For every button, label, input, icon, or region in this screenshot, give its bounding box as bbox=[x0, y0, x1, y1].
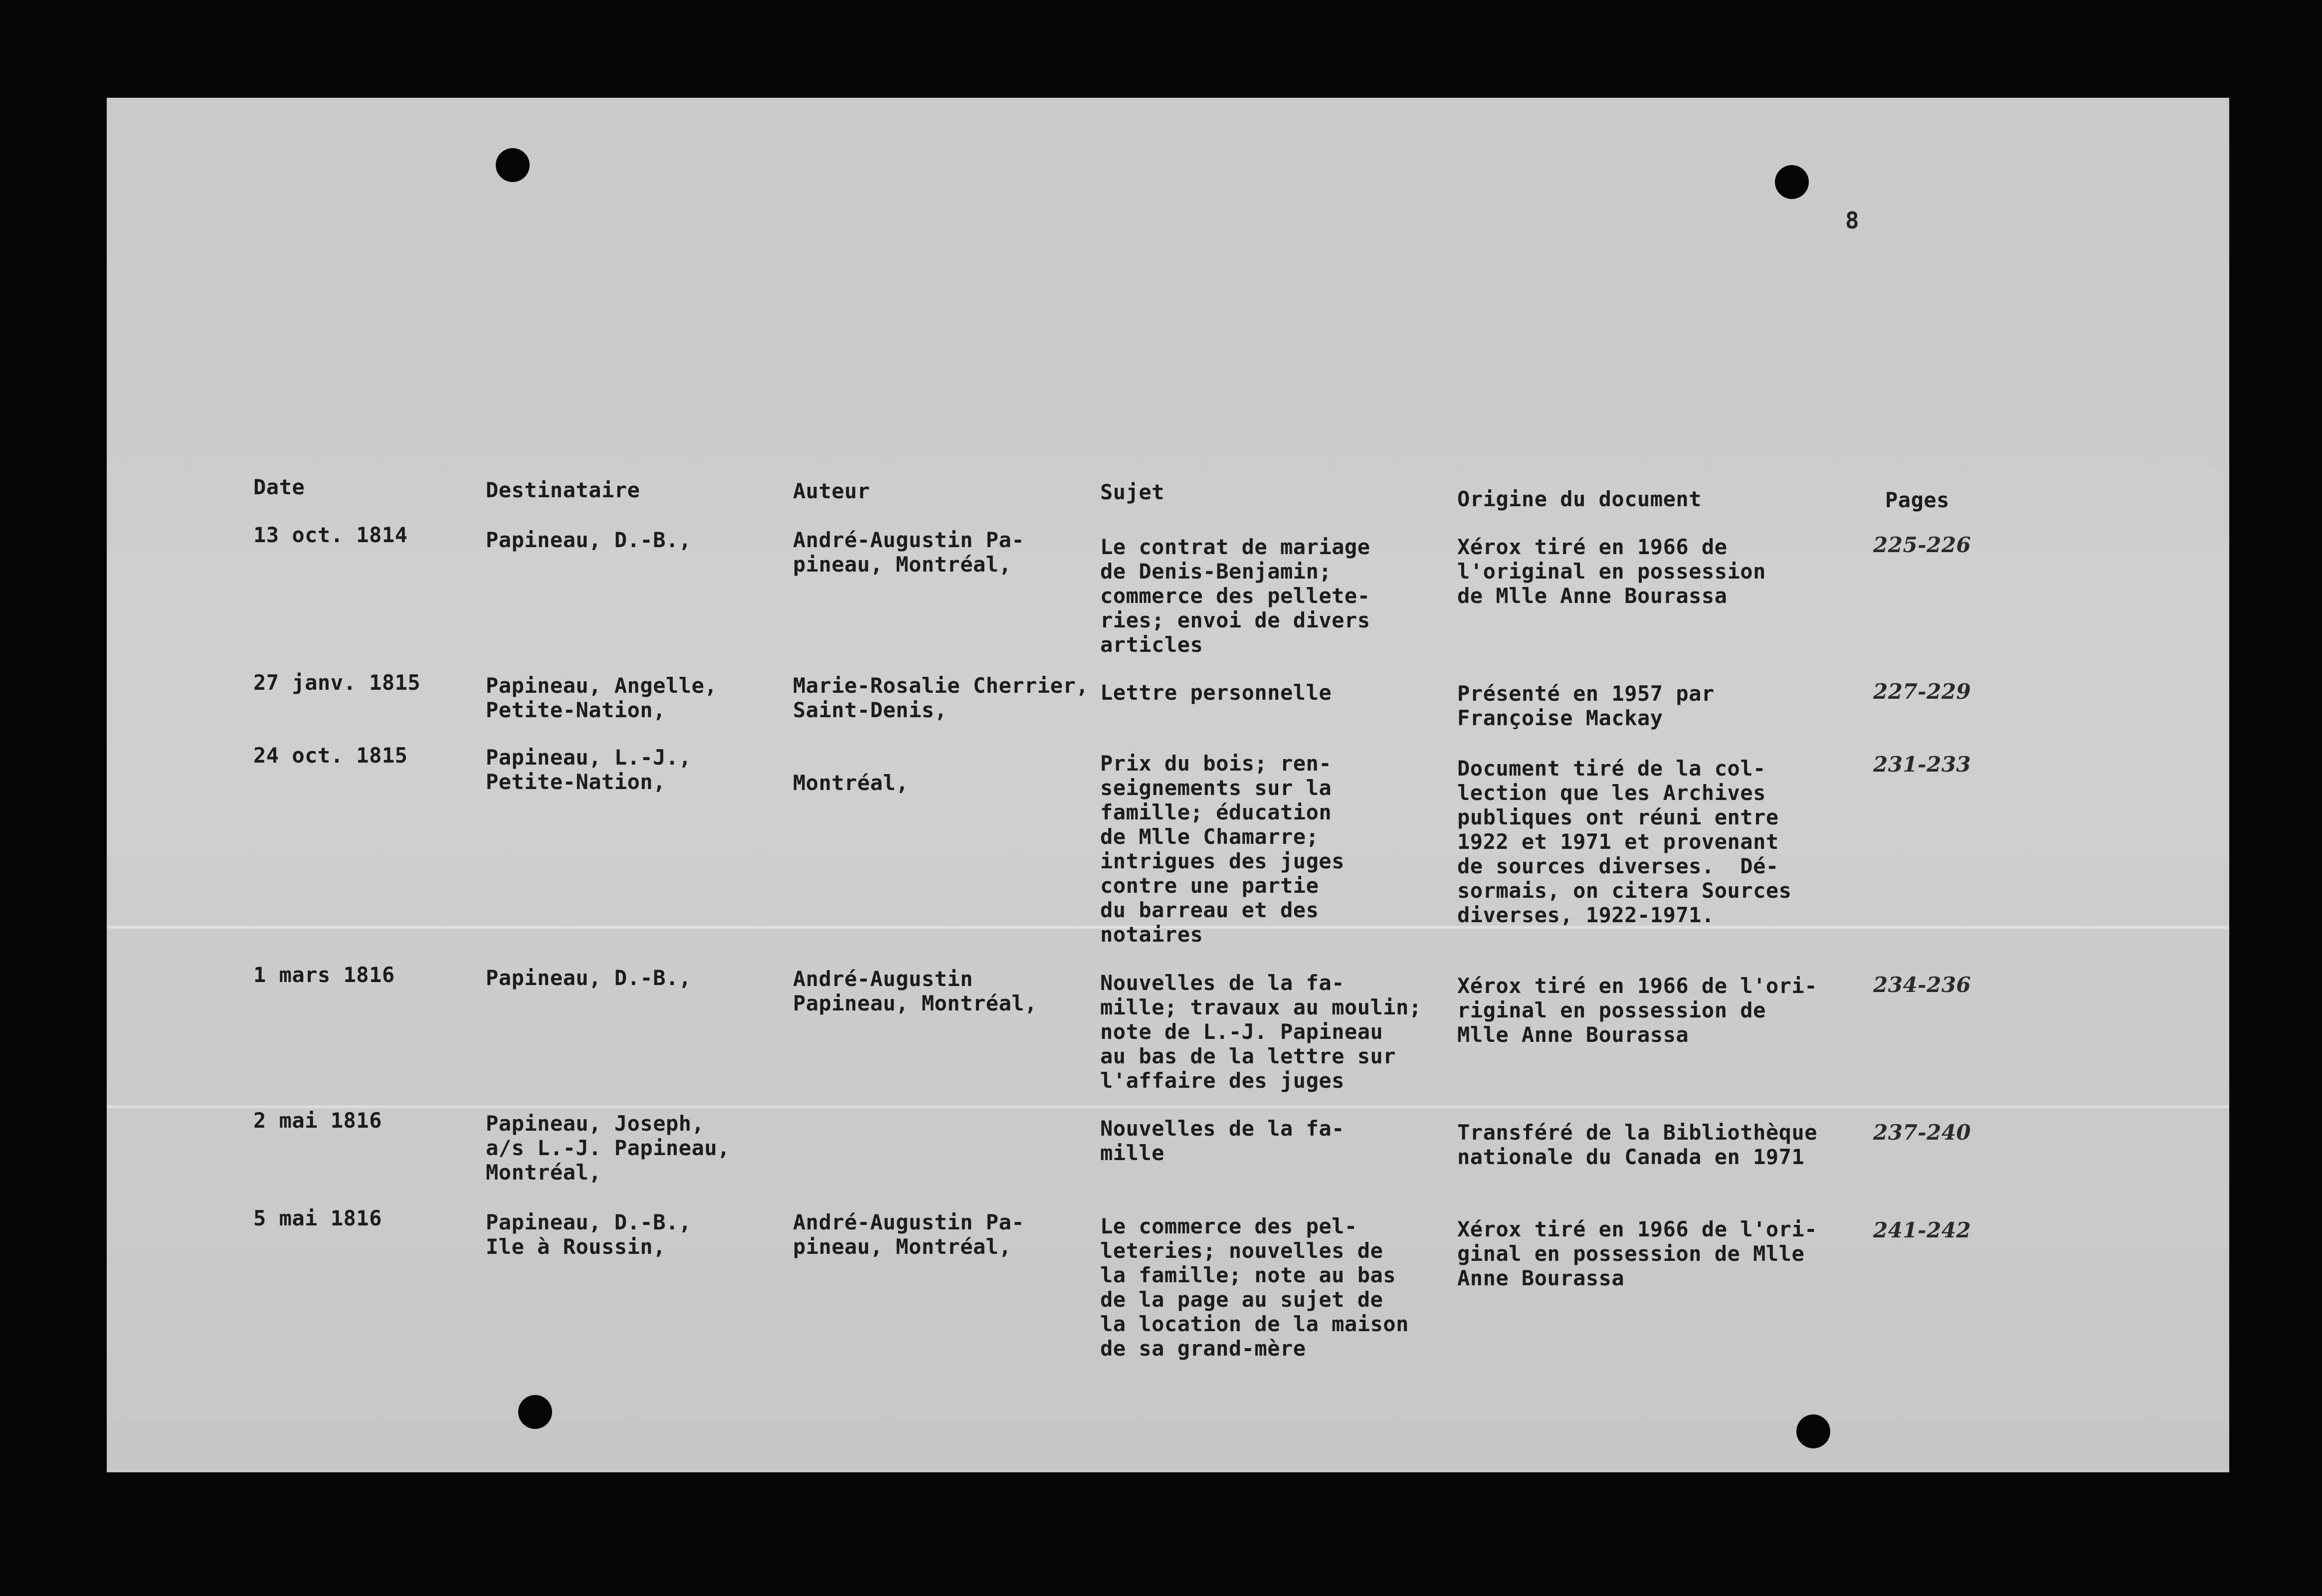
row-origin: Xérox tiré en 1966 de l'ori- riginal en possession de Mlle Anne Bourassa bbox=[1457, 974, 1818, 1047]
header-pages: Pages bbox=[1885, 488, 1949, 512]
row-recipient: Papineau, D.-B., bbox=[486, 528, 692, 552]
punch-hole bbox=[496, 148, 530, 182]
row-recipient: Papineau, Joseph, a/s L.-J. Papineau, Montréal, bbox=[486, 1111, 730, 1185]
row-subject: Le commerce des pel- leteries; nouvelles de la famille; note au bas de la page au sujet de la location de la maison de sa grand-mère bbox=[1100, 1214, 1409, 1361]
header-date: Date bbox=[253, 475, 305, 499]
row-date: 2 mai 1816 bbox=[253, 1108, 382, 1133]
row-recipient: Papineau, Angelle, Petite-Nation, bbox=[486, 673, 718, 722]
row-origin: Présenté en 1957 par Françoise Mackay bbox=[1457, 681, 1715, 730]
row-origin: Transféré de la Bibliothèque nationale du Canada en 1971 bbox=[1457, 1120, 1818, 1169]
row-pages: 225-226 bbox=[1873, 533, 1971, 557]
fold-line bbox=[107, 1105, 2229, 1108]
row-author: André-Augustin Pa- pineau, Montréal, bbox=[793, 528, 1025, 577]
row-author: Marie-Rosalie Cherrier, Saint-Denis, bbox=[793, 673, 1089, 722]
row-subject: Nouvelles de la fa- mille bbox=[1100, 1116, 1345, 1165]
row-recipient: Papineau, D.-B., bbox=[486, 966, 692, 990]
header-recipient: Destinataire bbox=[486, 478, 640, 502]
row-date: 27 janv. 1815 bbox=[253, 670, 421, 695]
row-date: 5 mai 1816 bbox=[253, 1206, 382, 1230]
row-origin: Xérox tiré en 1966 de l'ori- ginal en possession de Mlle Anne Bourassa bbox=[1457, 1217, 1818, 1290]
row-subject: Le contrat de mariage de Denis-Benjamin; commerce des pellete- ries; envoi de divers articles bbox=[1100, 535, 1370, 657]
row-origin: Document tiré de la col- lection que les Archives publiques ont réuni entre 1922 et 1971 et provenant de sources diverses. Dé- sormais, on citera Sources diverses, 1922-1971. bbox=[1457, 756, 1792, 927]
row-pages: 237-240 bbox=[1873, 1120, 1971, 1145]
row-pages: 227-229 bbox=[1873, 679, 1971, 704]
row-date: 24 oct. 1815 bbox=[253, 743, 408, 768]
row-author: André-Augustin Papineau, Montréal, bbox=[793, 967, 1037, 1015]
row-origin: Xérox tiré en 1966 de l'original en possession de Mlle Anne Bourassa bbox=[1457, 535, 1766, 608]
row-pages: 231-233 bbox=[1873, 752, 1971, 777]
punch-hole bbox=[1775, 165, 1809, 199]
row-recipient: Papineau, D.-B., Ile à Roussin, bbox=[486, 1210, 692, 1259]
row-pages: 241-242 bbox=[1873, 1218, 1971, 1242]
header-origin: Origine du document bbox=[1457, 487, 1702, 511]
row-subject: Nouvelles de la fa- mille; travaux au moulin; note de L.-J. Papineau au bas de la lettre sur l'affaire des juges bbox=[1100, 971, 1422, 1093]
row-recipient: Papineau, L.-J., Petite-Nation, bbox=[486, 745, 692, 794]
row-subject: Prix du bois; ren- seignements sur la famille; éducation de Mlle Chamarre; intrigues des juges contre une partie du barreau et des notaires bbox=[1100, 751, 1345, 947]
header-subject: Sujet bbox=[1100, 480, 1164, 504]
row-subject: Lettre personnelle bbox=[1100, 680, 1332, 705]
row-pages: 234-236 bbox=[1873, 973, 1971, 997]
header-author: Auteur bbox=[793, 479, 870, 503]
row-date: 1 mars 1816 bbox=[253, 963, 395, 987]
row-date: 13 oct. 1814 bbox=[253, 523, 408, 547]
row-author: Montréal, bbox=[793, 771, 909, 795]
row-author: André-Augustin Pa- pineau, Montréal, bbox=[793, 1210, 1025, 1259]
punch-hole bbox=[1796, 1414, 1830, 1448]
page-number: 8 bbox=[1845, 207, 1859, 234]
punch-hole bbox=[518, 1395, 552, 1429]
